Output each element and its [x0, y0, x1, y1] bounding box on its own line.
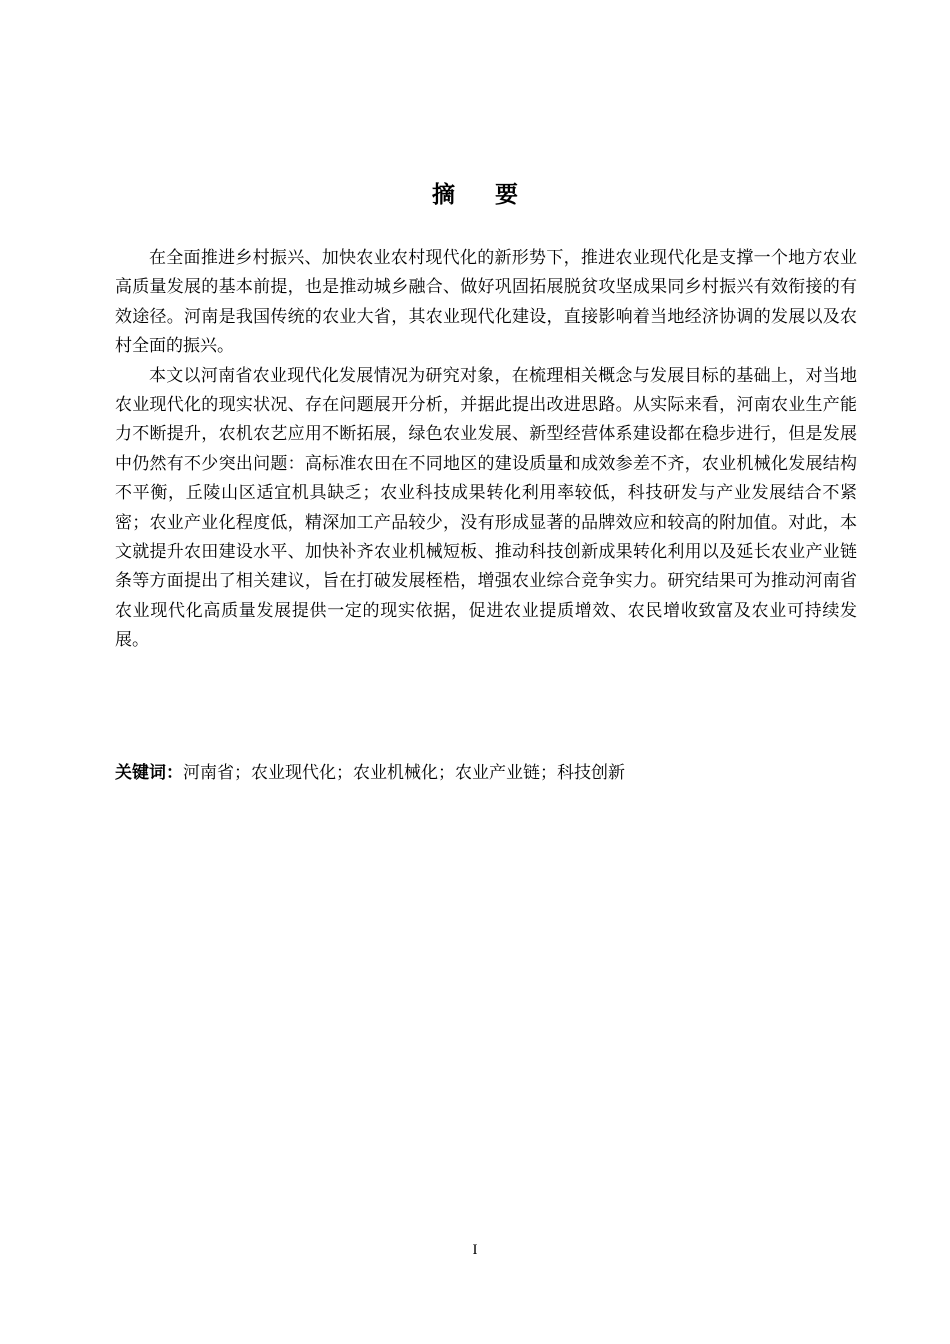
page-title: 摘要	[432, 182, 558, 208]
keywords-label: 关键词：	[115, 763, 183, 783]
abstract-paragraph-2: 本文以河南省农业现代化发展情况为研究对象，在梳理相关概念与发展目标的基础上，对当地农业现代化的现实状况、存在问题展开分析，并据此提出改进思路。从实际来看，河南农业生产能力不断提升，农机农艺应用不断拓展，绿色农业发展、新型经营体系建设都在稳步进行，但是发展中仍然有不少突出问题：高标准农田在不同地区的建设质量和成效参差不齐，农业机械化发展结构不平衡，丘陵山区适宜机具缺乏；农业科技成果转化利用率较低，科技研发与产业发展结合不紧密；农业产业化程度低，精深加工产品较少，没有形成显著的品牌效应和较高的附加值。对此，本文就提升农田建设水平、加快补齐农业机械短板、推动科技创新成果转化利用以及延长农业产业链条等方面提出了相关建议，旨在打破发展桎梏，增强农业综合竞争实力。研究结果可为推动河南省农业现代化高质量发展提供一定的现实依据，促进农业提质增效、农民增收致富及农业可持续发展。	[115, 365, 857, 651]
abstract-paragraph-1: 在全面推进乡村振兴、加快农业农村现代化的新形势下，推进农业现代化是支撑一个地方农业高质量发展的基本前提，也是推动城乡融合、做好巩固拓展脱贫攻坚成果同乡村振兴有效衔接的有效途径。河南是我国传统的农业大省，其农业现代化建设，直接影响着当地经济协调的发展以及农村全面的振兴。	[115, 248, 857, 357]
page-number: I	[472, 1242, 478, 1258]
keywords-line	[115, 759, 857, 787]
abstract-body	[115, 244, 857, 656]
keywords-text: 河南省；农业现代化；农业机械化；农业产业链；科技创新	[183, 763, 625, 783]
